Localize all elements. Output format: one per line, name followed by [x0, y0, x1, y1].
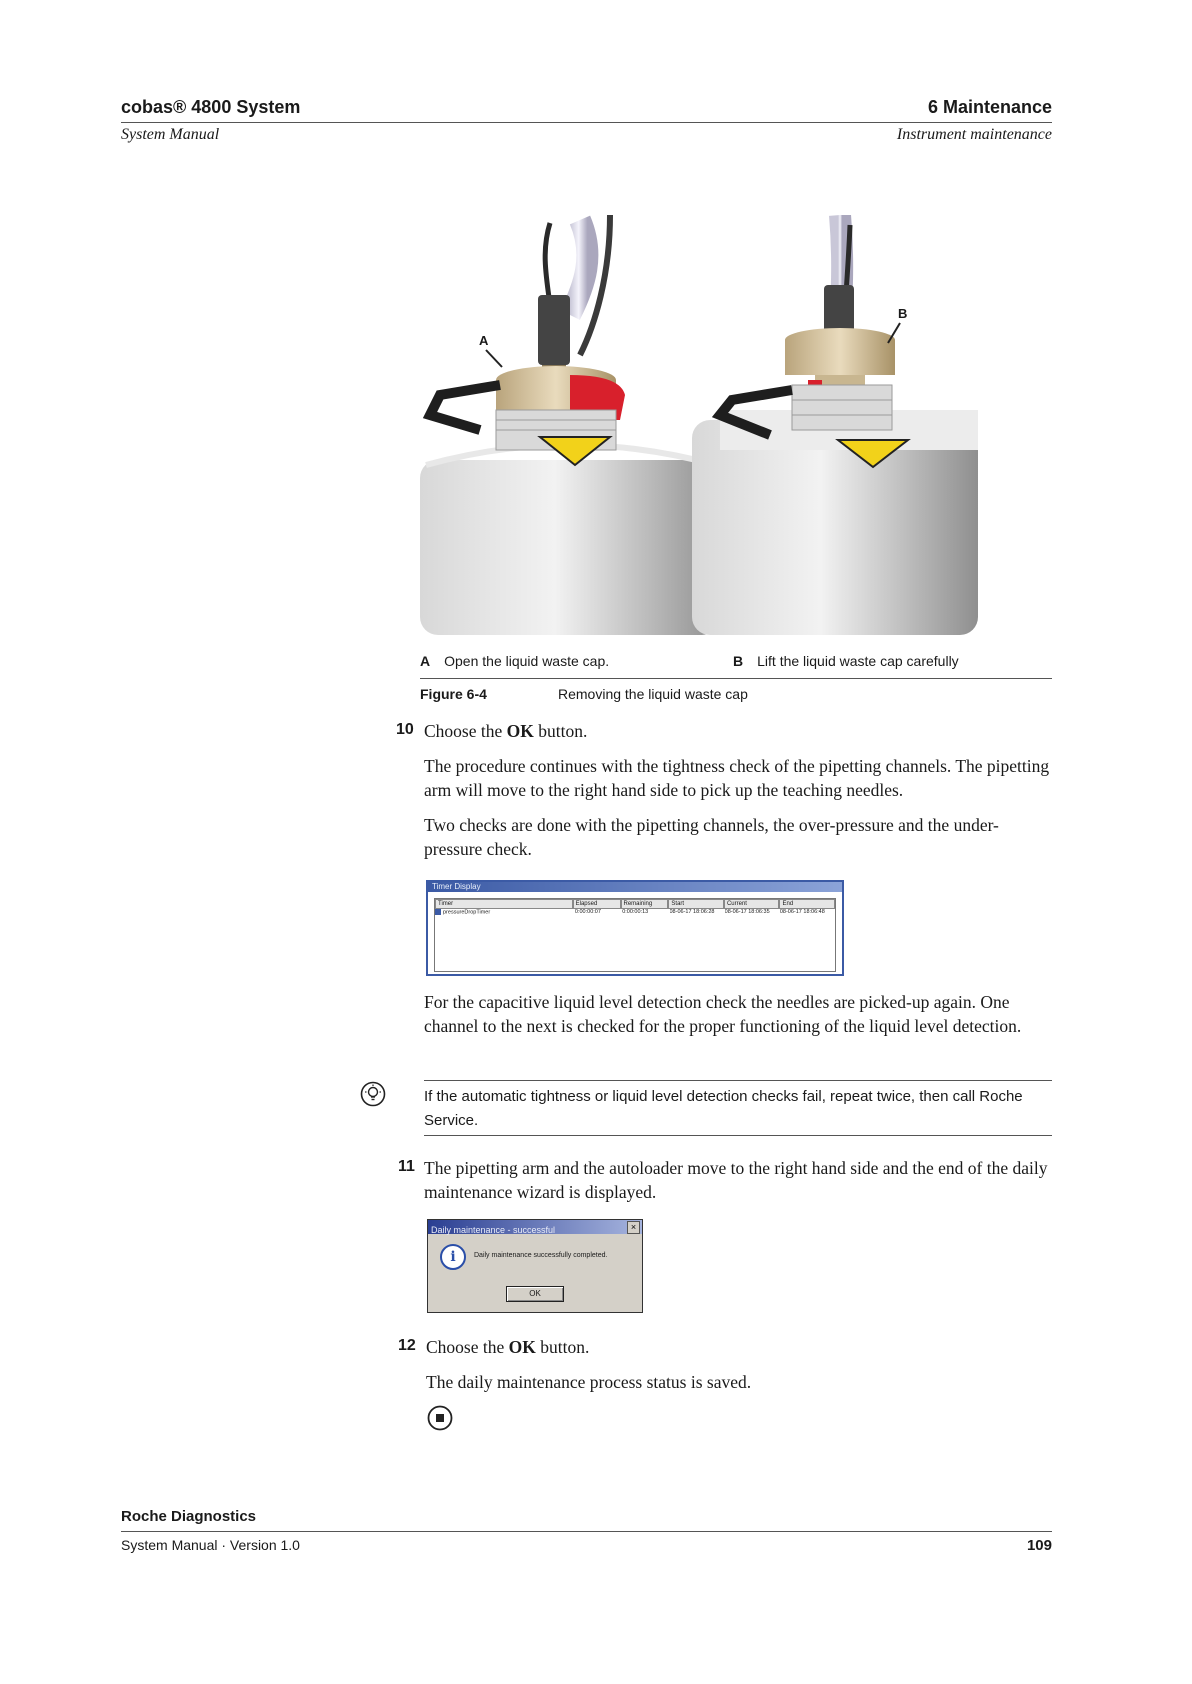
step-10-pre: Choose the [424, 721, 507, 741]
timer-display-window [426, 880, 844, 976]
col-current[interactable]: Current [724, 899, 780, 909]
step-10-para-3: For the capacitive liquid level detection check the needles are picked-up again. One channel to the next is checked for the proper functioning of the liquid level detection. [424, 992, 1022, 1036]
step-12-ok: OK [508, 1337, 536, 1357]
dialog-ok-button[interactable]: OK [506, 1286, 564, 1302]
stop-icon [427, 1405, 453, 1431]
caption-a-letter: A [420, 653, 431, 669]
callout-a: A [479, 333, 489, 348]
panel-a [420, 215, 720, 635]
caption-rule [420, 678, 1052, 679]
chapter-title: 6 Maintenance [927, 97, 1052, 117]
caption-b [733, 653, 959, 669]
step-12-post: button. [535, 1337, 590, 1357]
step-12-pre: Choose the [426, 1337, 509, 1357]
tip-text: If the automatic tightness or liquid level detection checks fail, repeat twice, then call Roche Service. [424, 1088, 1023, 1129]
current-cell: 08-06-17 18:06:35 [724, 909, 770, 915]
col-timer[interactable]: Timer [435, 899, 573, 909]
dialog-message: Daily maintenance successfully completed. [474, 1252, 608, 1259]
step-10-para-2: Two checks are done with the pipetting channels, the over-pressure and the under-pressure check. [424, 815, 999, 859]
figure-liquid-waste-cap [420, 215, 1052, 635]
manual-name: System Manual [121, 126, 220, 143]
header-rule [121, 122, 1052, 123]
timer-table-header [435, 899, 835, 909]
dialog-close-button[interactable]: × [627, 1221, 640, 1234]
footer-company: Roche Diagnostics [121, 1508, 257, 1525]
timer-window-title: Timer Display [428, 882, 842, 892]
info-icon: i [440, 1244, 466, 1270]
step-10-instruction [424, 719, 587, 743]
start-cell: 08-06-17 18:06:28 [669, 909, 715, 915]
section-title: Instrument maintenance [896, 126, 1052, 143]
dialog-title: Daily maintenance - successful [431, 1225, 556, 1235]
timer-icon [435, 909, 441, 915]
end-cell: 08-06-17 18:06:48 [779, 909, 825, 915]
figure-label: Figure 6-4 [420, 686, 487, 702]
timer-table [434, 898, 836, 972]
caption-a-text: Open the liquid waste cap. [444, 653, 610, 669]
page-number: 109 [1026, 1537, 1052, 1554]
caption-b-text: Lift the liquid waste cap carefully [757, 653, 959, 669]
footer-manual-version: System Manual · Version 1.0 [121, 1537, 300, 1553]
product-title: cobas® 4800 System [121, 97, 301, 117]
step-number-10: 10 [396, 721, 414, 738]
col-remaining[interactable]: Remaining [621, 899, 669, 909]
step-10-ok: OK [506, 721, 534, 741]
step-10-post: button. [533, 721, 588, 741]
daily-maintenance-dialog [427, 1219, 643, 1313]
timer-name: pressureDropTimer [443, 909, 491, 916]
step-11-text: The pipetting arm and the autoloader move to the right hand side and the end of the daily maintenance wizard is displayed. [424, 1158, 1048, 1202]
tip-rule-bottom [424, 1135, 1052, 1136]
panel-b [692, 215, 978, 635]
elapsed-cell: 0:00:00:07 [574, 909, 601, 915]
step-12-instruction [426, 1335, 589, 1359]
remaining-cell: 0:00:00:13 [622, 909, 649, 915]
step-10-para-1: The procedure continues with the tightness check of the pipetting channels. The pipetting arm will move to the right hand side to pick up the teaching needles. [424, 756, 1050, 800]
footer-rule [121, 1531, 1052, 1532]
step-number-12: 12 [398, 1337, 416, 1354]
timer-name-cell [435, 909, 575, 915]
col-end[interactable]: End [779, 899, 835, 909]
callout-b: B [898, 306, 908, 321]
lightbulb-icon [360, 1081, 386, 1107]
caption-b-letter: B [733, 653, 744, 669]
figure-title: Removing the liquid waste cap [558, 686, 748, 702]
caption-a [420, 653, 609, 669]
col-start[interactable]: Start [668, 899, 724, 909]
tip-rule-top [424, 1080, 1052, 1081]
table-row[interactable] [435, 909, 835, 915]
step-12-result: The daily maintenance process status is saved. [426, 1372, 752, 1392]
col-elapsed[interactable]: Elapsed [573, 899, 621, 909]
step-number-11: 11 [398, 1158, 415, 1175]
waste-cap-illustration [420, 215, 1052, 635]
